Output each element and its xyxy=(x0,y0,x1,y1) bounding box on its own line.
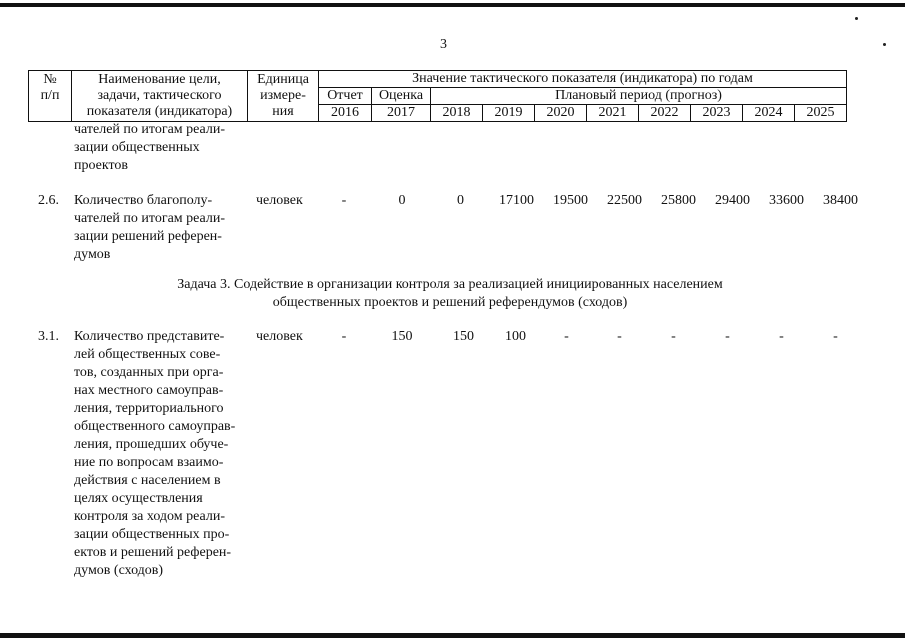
value-2016: - xyxy=(341,193,347,208)
task-3-heading: Задача 3. Содействие в организации контроля за реализацией инициированных населением общественных проектов и решений референдумов (сходов) xyxy=(177,277,723,310)
indicator-table-header xyxy=(28,70,847,122)
value-2017: 150 xyxy=(391,329,413,344)
unit-cell: человек xyxy=(256,193,303,208)
value-2020: 19500 xyxy=(553,193,588,208)
header-year-report: 2016 xyxy=(319,105,372,122)
header-unit-cell: Единица измере- ния xyxy=(248,71,319,122)
value-2021: - xyxy=(617,329,622,344)
header-year-2018: 2018 xyxy=(431,105,483,122)
value-2021: 22500 xyxy=(607,193,642,208)
value-2018: 150 xyxy=(453,329,474,344)
unit-cell: человек xyxy=(256,329,303,344)
header-year-2023: 2023 xyxy=(691,105,743,122)
scan-speck xyxy=(855,17,858,20)
value-2022: 25800 xyxy=(661,193,696,208)
header-year-2024: 2024 xyxy=(743,105,795,122)
value-2023: 29400 xyxy=(715,193,750,208)
bottom-border-rule xyxy=(0,633,905,638)
value-2016: - xyxy=(341,329,347,344)
header-year-2019: 2019 xyxy=(483,105,535,122)
header-estimate-label: Оценка xyxy=(372,88,431,105)
indicator-name: Количество благополу- чателей по итогам реали- зации решений референ- думов xyxy=(74,193,226,262)
scan-speck xyxy=(883,43,886,46)
header-report-label: Отчет xyxy=(319,88,372,105)
value-2018: 0 xyxy=(457,193,464,208)
row-number: 3.1. xyxy=(38,329,59,344)
value-2024: 33600 xyxy=(769,193,804,208)
header-plan-label: Плановый период (прогноз) xyxy=(431,88,847,105)
value-2023: - xyxy=(725,329,730,344)
header-year-estimate: 2017 xyxy=(372,105,431,122)
header-year-2021: 2021 xyxy=(587,105,639,122)
header-number-cell: № п/п xyxy=(29,71,72,122)
header-values-title: Значение тактического показателя (индикатора) по годам xyxy=(319,71,847,88)
header-name-cell: Наименование цели, задачи, тактического показателя (индикатора) xyxy=(72,71,248,122)
value-2022: - xyxy=(671,329,676,344)
page-number: 3 xyxy=(440,37,447,52)
value-2025: 38400 xyxy=(823,193,858,208)
row-number: 2.6. xyxy=(38,193,59,208)
value-2019: 17100 xyxy=(499,193,534,208)
value-2019: 100 xyxy=(505,329,526,344)
value-2025: - xyxy=(833,329,838,344)
continuation-text: чателей по итогам реали- зации общественных проектов xyxy=(74,122,226,173)
header-year-2020: 2020 xyxy=(535,105,587,122)
value-2020: - xyxy=(564,329,569,344)
indicator-name: Количество представите- лей общественных сове- тов, созданных при орга- нах местного самоуправ- ления, территориального общественного самоуправ- ления, прошедших обуче- ние по вопросам взаимо- действия с населением в целях осуществления контроля за ходом реали- зации общественных про- ектов и решений референ- думов (сходов) xyxy=(74,329,236,578)
header-year-2025: 2025 xyxy=(795,105,847,122)
value-2024: - xyxy=(779,329,784,344)
value-2017: 0 xyxy=(398,193,406,208)
header-year-2022: 2022 xyxy=(639,105,691,122)
top-border-rule xyxy=(0,3,905,7)
